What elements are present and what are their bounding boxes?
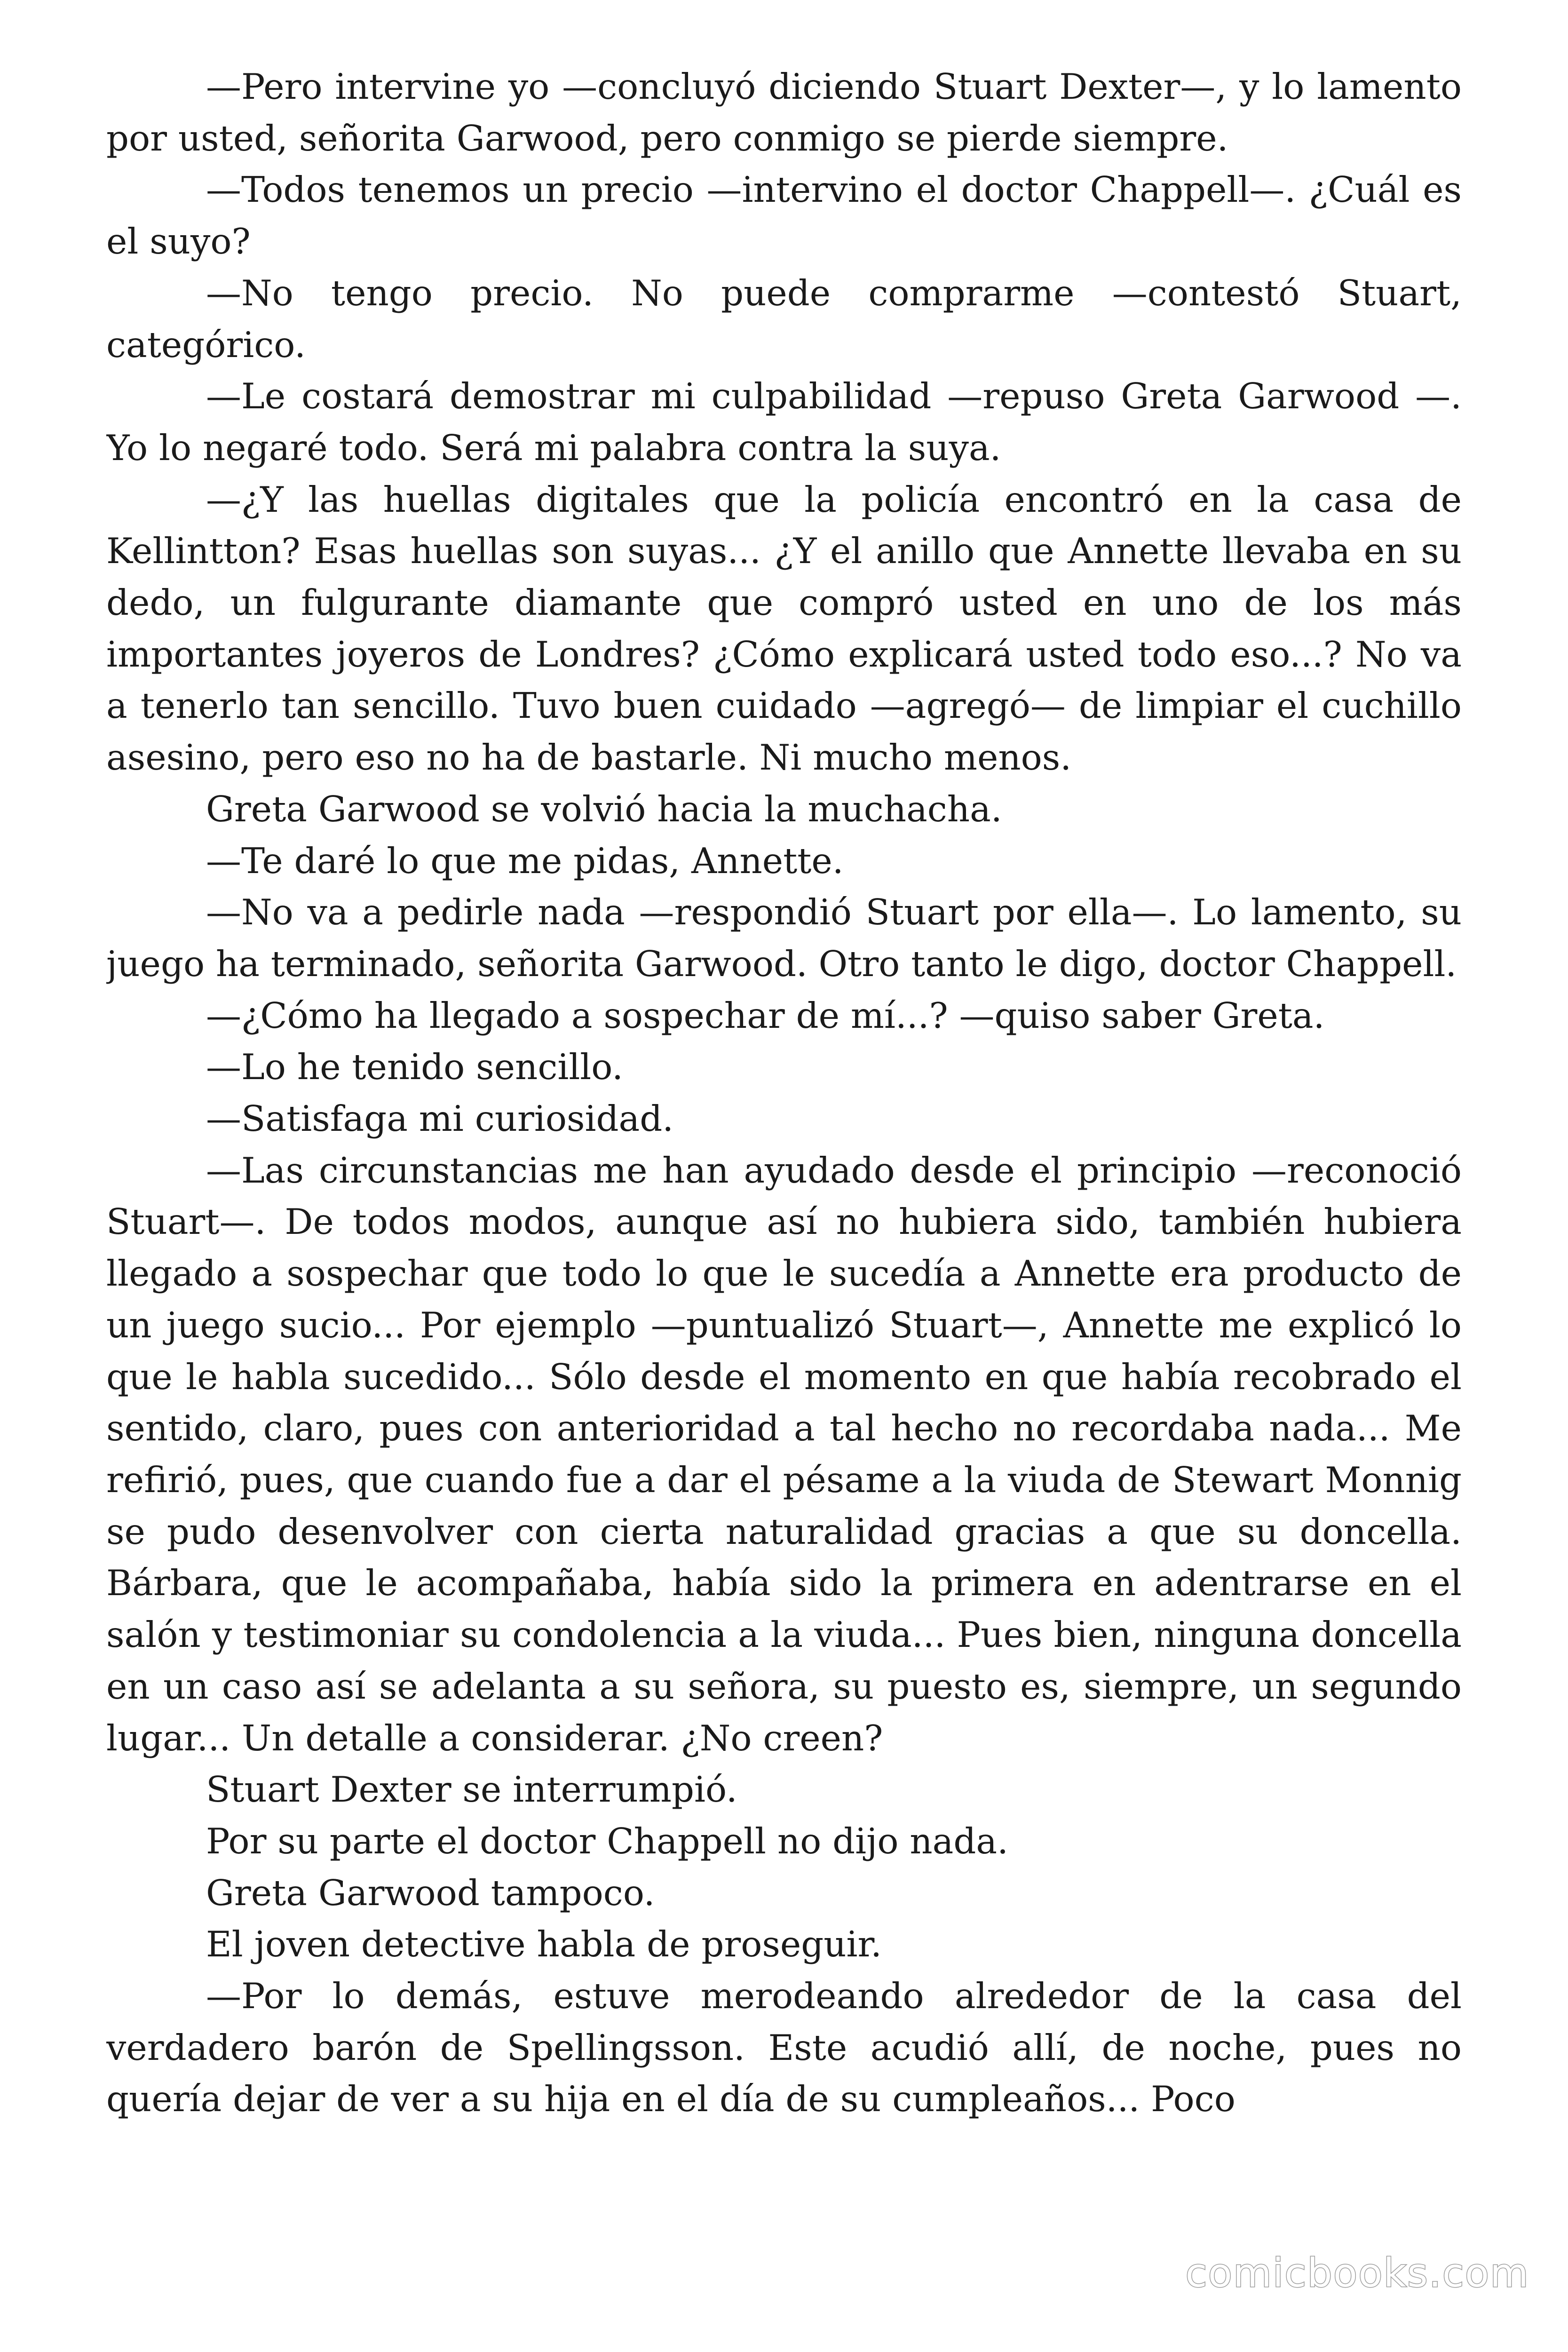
paragraph: —Lo he tenido sencillo.: [206, 1046, 623, 1088]
paragraph: —Pero intervine yo —concluyó diciendo Stuart Dexter—, y lo lamento por usted, señorita Garwood, pero conmigo se pierde siempre.: [106, 66, 1462, 159]
watermark: comicbooks.com: [1185, 2250, 1529, 2296]
paragraph: —Le costará demostrar mi culpabilidad —repuso Greta Garwood —. Yo lo negaré todo. Será mi palabra contra la suya.: [106, 375, 1462, 469]
paragraph: —¿Y las huellas digitales que la policía encontró en la casa de Kellintton? Esas huellas son suyas... ¿Y el anillo que Annette llevaba en su dedo, un fulgurante diamante que compró usted en uno de los más importantes joyeros de Londres? ¿Cómo explicará usted todo eso...? No va a tenerlo tan sencillo. Tuvo buen cuidado —agregó— de limpiar el cuchillo asesino, pero eso no ha de bastarle. Ni mucho menos.: [106, 478, 1462, 779]
paragraph: Por su parte el doctor Chappell no dijo nada.: [206, 1820, 1008, 1862]
paragraph: Stuart Dexter se interrumpió.: [206, 1769, 737, 1811]
paragraph: Greta Garwood tampoco.: [206, 1872, 655, 1914]
paragraph: —Satisfaga mi curiosidad.: [206, 1098, 674, 1140]
paragraph: —Te daré lo que me pidas, Annette.: [206, 840, 844, 882]
paragraph: —Las circunstancias me han ayudado desde el principio —reconoció Stuart—. De todos modos, aunque así no hubiera sido, también hubiera llegado a sospechar que todo lo que le sucedía a Annette era producto de un juego sucio... Por ejemplo —puntualizó Stuart—, Annette me explicó lo que le habla sucedido... Sólo desde el momento en que había recobrado el sentido, claro, pues con anterioridad a tal hecho no recordaba nada... Me refirió, pues, que cuando fue a dar el pésame a la viuda de Stewart Monnig se pudo desenvolver con cierta naturalidad gracias a que su doncella. Bárbara, que le acompañaba, había sido la primera en adentrarse en el salón y testimoniar su condolencia a la viuda... Pues bien, ninguna doncella en un caso así se adelanta a su señora, su puesto es, siempre, un segundo lugar... Un detalle a considerar. ¿No creen?: [106, 1149, 1462, 1759]
paragraph: —No va a pedirle nada —respondió Stuart por ella—. Lo lamento, su juego ha terminado, señorita Garwood. Otro tanto le digo, doctor Chappell.: [106, 891, 1462, 985]
paragraph: El joven detective habla de proseguir.: [206, 1923, 882, 1965]
paragraph: —¿Cómo ha llegado a sospechar de mí...? —quiso saber Greta.: [206, 994, 1325, 1036]
book-page-text: [106, 61, 1462, 2314]
paragraph: —Todos tenemos un precio —intervino el doctor Chappell—. ¿Cuál es el suyo?: [106, 169, 1462, 262]
paragraph: Greta Garwood se volvió hacia la muchacha.: [206, 788, 1002, 830]
paragraph: —Por lo demás, estuve merodeando alrededor de la casa del verdadero barón de Spellingsson. Este acudió allí, de noche, pues no quería dejar de ver a su hija en el día de su cumpleaños... Poco: [106, 1975, 1462, 2120]
paragraph: —No tengo precio. No puede comprarme —contestó Stuart, categórico.: [106, 272, 1462, 366]
